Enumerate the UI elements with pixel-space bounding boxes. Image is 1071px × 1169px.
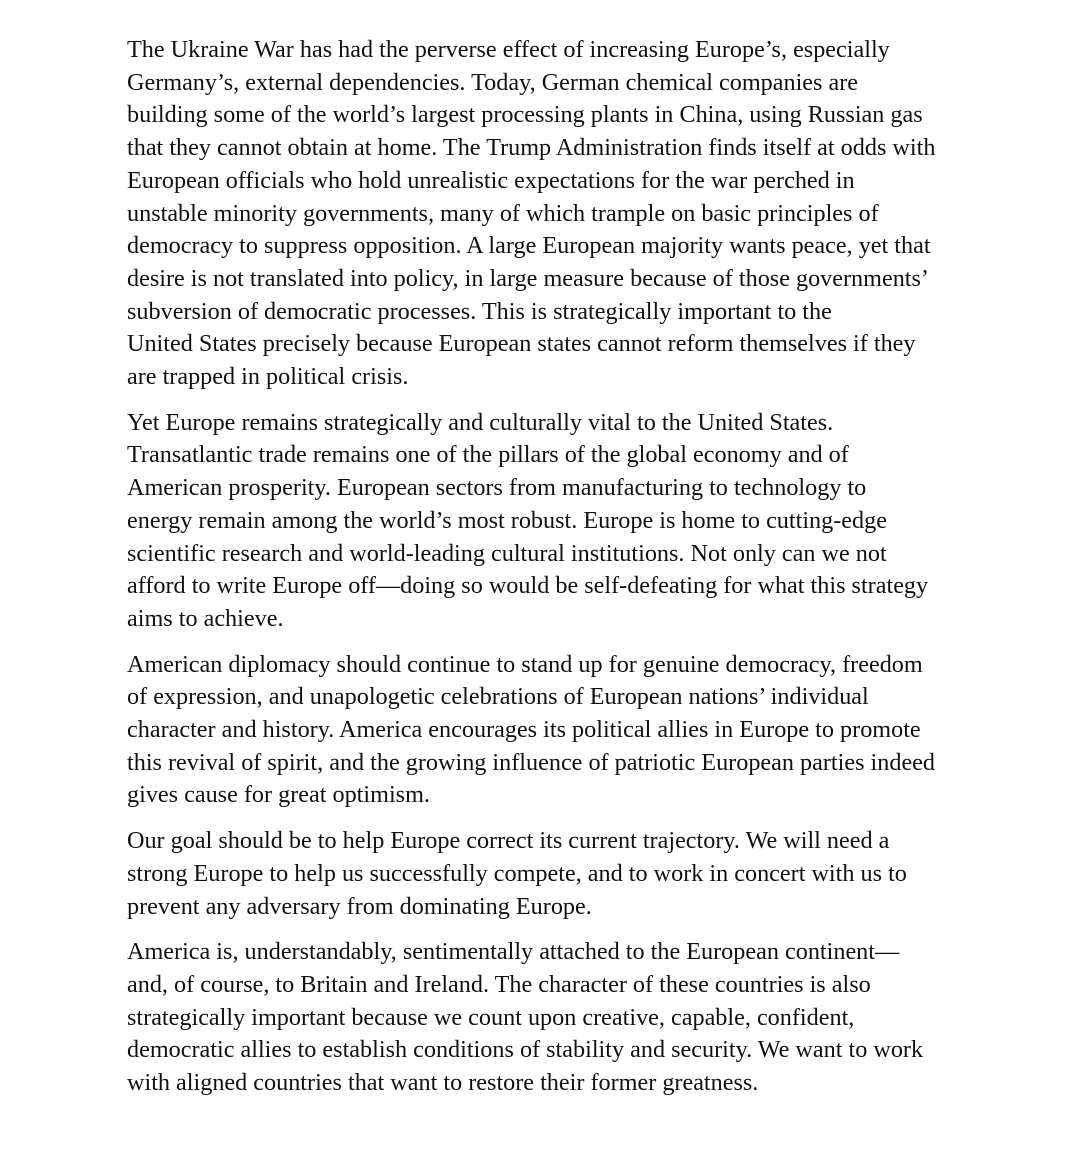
paragraph-europe-vital [127, 407, 987, 636]
text-line: American prosperity. European sectors from manufacturing to technology to [127, 474, 867, 502]
text-line: building some of the world’s largest processing plants in China, using Russian gas [127, 101, 923, 129]
text-line: The Ukraine War has had the perverse effect of increasing Europe’s, especially [127, 36, 890, 63]
paragraph-ukraine-war [127, 34, 987, 394]
text-line: that they cannot obtain at home. The Trump Administration finds itself at odds with [127, 134, 936, 162]
text-line: scientific research and world-leading cultural institutions. Not only can we not [127, 539, 887, 567]
text-line: afford to write Europe off—doing so would be self-defeating for what this strategy [127, 572, 929, 600]
text-line: United States precisely because European states cannot reform themselves if they [127, 330, 916, 358]
text-line: with aligned countries that want to restore their former greatness. [127, 1069, 759, 1097]
text-line: this revival of spirit, and the growing influence of patriotic European parties indeed [127, 748, 936, 776]
text-line: democracy to suppress opposition. A large European majority wants peace, yet that [127, 232, 931, 260]
text-line: of expression, and unapologetic celebrations of European nations’ individual [127, 683, 869, 711]
text-line: prevent any adversary from dominating Europe. [127, 892, 592, 920]
text-line: are trapped in political crisis. [127, 363, 409, 391]
text-line: gives cause for great optimism. [127, 781, 430, 809]
text-line: American diplomacy should continue to stand up for genuine democracy, freedom [127, 650, 923, 678]
text-line: desire is not translated into policy, in large measure because of those governments’ [127, 264, 929, 292]
text-line: America is, understandably, sentimentally attached to the European continent— [127, 938, 900, 966]
text-line: aims to achieve. [127, 604, 284, 632]
text-line: energy remain among the world’s most robust. Europe is home to cutting-edge [127, 506, 887, 534]
text-line: strong Europe to help us successfully compete, and to work in concert with us to [127, 859, 907, 887]
text-line: democratic allies to establish conditions of stability and security. We want to work [127, 1036, 924, 1064]
text-line: Germany’s, external dependencies. Today, German chemical companies are [127, 68, 859, 96]
text-line: European officials who hold unrealistic expectations for the war perched in [127, 166, 855, 194]
text-line: subversion of democratic processes. This is strategically important to the [127, 297, 832, 325]
paragraph-american-diplomacy [127, 649, 987, 813]
paragraph-america-attached [127, 936, 987, 1100]
paragraph-our-goal [127, 825, 987, 923]
document-body [127, 34, 987, 1113]
text-line: character and history. America encourages its political allies in Europe to promote [127, 716, 921, 744]
text-line: unstable minority governments, many of which trample on basic principles of [127, 199, 879, 227]
text-line: Our goal should be to help Europe correct its current trajectory. We will need a [127, 827, 890, 855]
text-line: Transatlantic trade remains one of the pillars of the global economy and of [127, 441, 849, 469]
text-line: strategically important because we count upon creative, capable, confident, [127, 1003, 855, 1031]
text-line: and, of course, to Britain and Ireland. The character of these countries is also [127, 970, 871, 998]
text-line: Yet Europe remains strategically and culturally vital to the United States. [127, 408, 834, 436]
